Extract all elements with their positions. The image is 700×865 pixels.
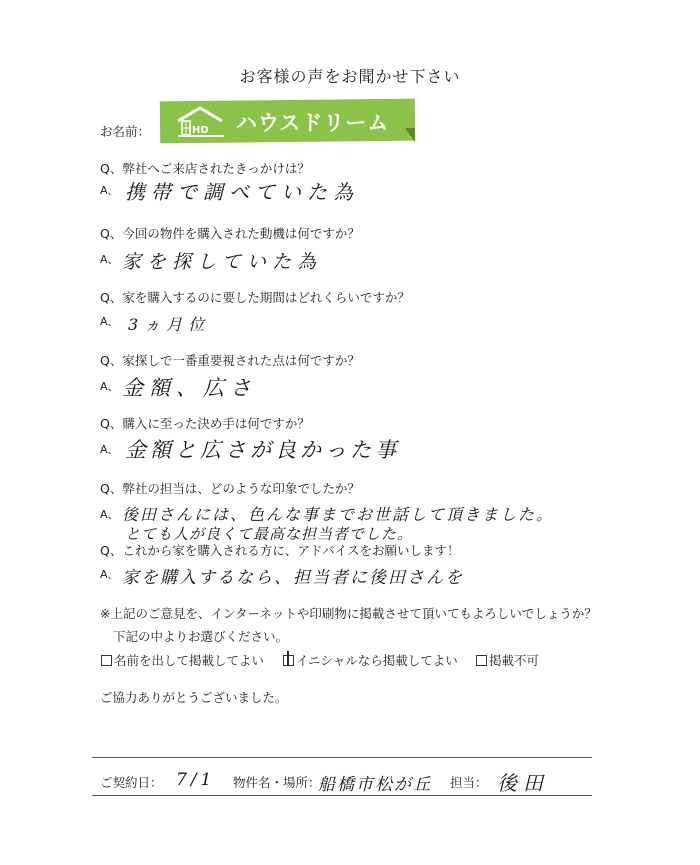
contract-date-label: ご契約日： (100, 775, 163, 790)
question-6: Q、弊社の担当は、どのような印象でしたか？ (100, 481, 360, 496)
contract-date-value: 7/1 (176, 770, 216, 790)
answer-2: 家を探していた為 (122, 251, 323, 273)
answer-1: 携帯で調べていた為 (125, 180, 359, 204)
answer-mark-5: A、 (100, 443, 119, 456)
question-5: Q、購入に至った決め手は何ですか？ (100, 416, 310, 431)
option-label: 名前を出して掲載してよい (114, 653, 265, 668)
answer-7: 家を購入するなら、担当者に後田さんを (122, 568, 464, 588)
footer-top-line (92, 757, 592, 758)
consent-instruction: 下記の中よりお選びください。 (113, 629, 289, 644)
question-1: Q、弊社へご来店されたきっかけは？ (100, 161, 310, 176)
check-mark-icon (281, 651, 295, 667)
question-4: Q、家探しで一番重要視された点は何ですか？ (100, 353, 360, 368)
banner-fold (405, 128, 415, 142)
checkbox-empty-icon[interactable] (476, 655, 487, 666)
brand-name: ハウスドリーム (236, 111, 390, 135)
option-full-name[interactable] (101, 651, 264, 669)
answer-mark-1: A、 (100, 184, 119, 197)
logo-mark-text: HD (192, 125, 209, 136)
thanks-message: ご協力ありがとうございました。 (100, 690, 288, 705)
question-7: Q、これから家を購入される方に、アドバイスをお願いします！ (100, 543, 460, 558)
checkbox-empty-icon[interactable] (101, 655, 112, 666)
answer-6-line-2: とても人が良くて最高な担当者でした。 (125, 525, 414, 543)
option-label: イニシャルなら掲載してよい (296, 653, 458, 668)
option-no-publish[interactable] (476, 651, 539, 669)
answer-mark-3: A、 (100, 315, 119, 328)
answer-6-line-1: 後田さんには、色んな事までお世話して頂きました。 (122, 505, 555, 524)
footer-bottom-line (92, 795, 592, 796)
answer-mark-2: A、 (100, 253, 119, 266)
answer-5: 金額と広さが良かった事 (125, 438, 400, 462)
checkbox-checked-icon[interactable] (283, 655, 294, 666)
answer-mark-6: A、 (100, 508, 119, 521)
staff-value: 後田 (497, 771, 549, 795)
answer-3: 3ヵ月位 (128, 315, 211, 334)
house-logo-icon (176, 105, 228, 139)
question-2: Q、今回の物件を購入された動機は何ですか？ (100, 226, 360, 241)
property-value: 船橋市松が丘 (318, 775, 432, 795)
page-title: お客様の声をお聞かせ下さい (239, 67, 461, 86)
name-label: お名前： (100, 124, 151, 139)
answer-mark-4: A、 (100, 380, 119, 393)
answer-mark-7: A、 (100, 568, 119, 581)
staff-label: 担当： (450, 775, 488, 790)
option-initials[interactable] (283, 651, 458, 669)
answer-4: 金額、広さ (122, 376, 257, 400)
option-label: 掲載不可 (489, 653, 540, 668)
property-label: 物件名・場所： (233, 775, 321, 790)
consent-question: ※上記のご意見を、インターネットや印刷物に掲載させて頂いてもよろしいでしょうか？ (100, 606, 597, 621)
question-3: Q、家を購入するのに要した期間はどれくらいですか？ (100, 290, 410, 305)
